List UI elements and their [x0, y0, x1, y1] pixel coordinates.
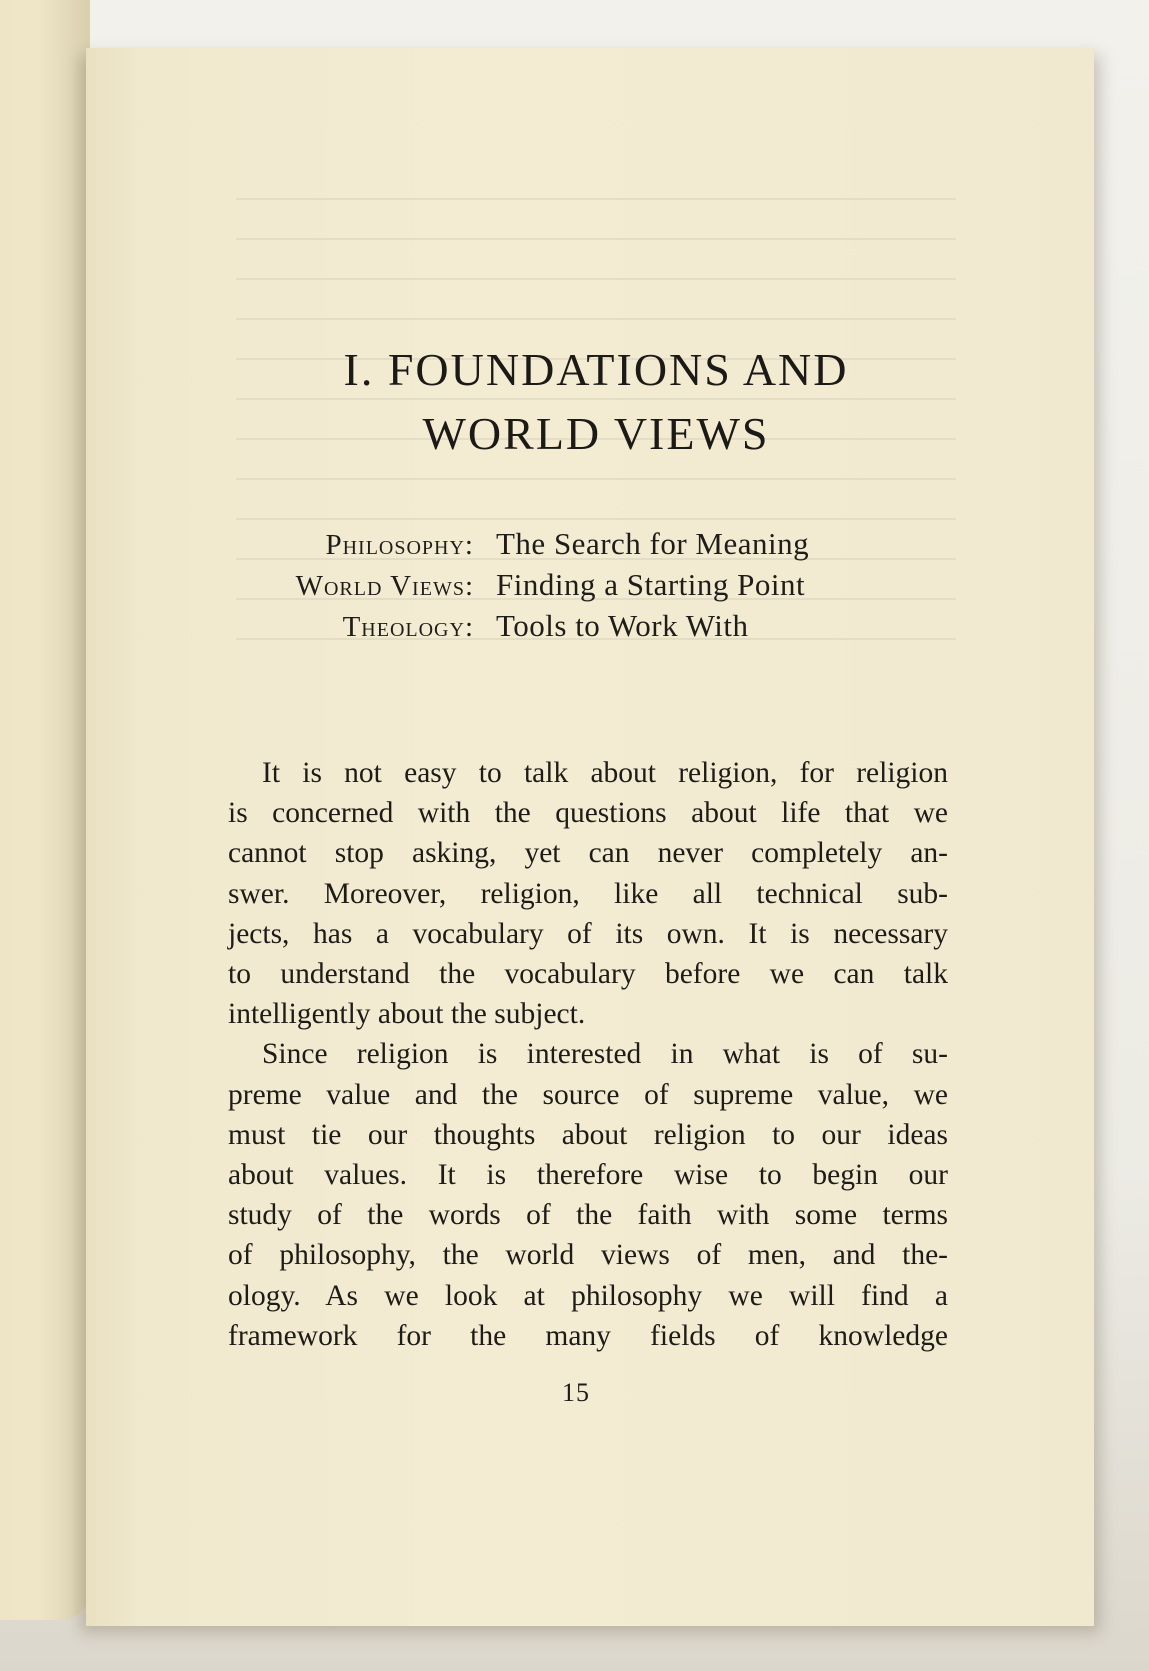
text-line: must tie our thoughts about religion to our ideas — [228, 1118, 948, 1151]
book-page — [86, 48, 1094, 1626]
chapter-topics — [166, 526, 1066, 649]
text-line: preme value and the source of supreme value, we — [228, 1078, 948, 1111]
text-line: swer. Moreover, religion, like all technical sub- — [228, 877, 948, 910]
topic-text: Tools to Work With — [496, 608, 749, 643]
text-line: intelligently about the subject. — [228, 998, 586, 1031]
text-line: about values. It is therefore wise to begin our — [228, 1159, 948, 1192]
text-line: to understand the vocabulary before we can talk — [228, 958, 948, 991]
topic-label: Philosophy: — [325, 529, 474, 561]
text-line: cannot stop asking, yet can never completely an- — [228, 837, 948, 870]
text-line: framework for the many fields of knowledge — [228, 1319, 948, 1352]
text-line: jects, has a vocabulary of its own. It is necessary — [228, 917, 948, 950]
topic-row — [166, 608, 1066, 649]
chapter-title-line-2: WORLD VIEWS — [422, 408, 770, 459]
topic-row — [166, 567, 1066, 608]
paragraph-2 — [228, 1034, 948, 1356]
paragraph-1 — [228, 753, 948, 1034]
facing-page-edge — [0, 0, 90, 1620]
topic-label: World Views: — [295, 570, 474, 602]
text-line: is concerned with the questions about life that we — [228, 797, 948, 830]
text-line: of philosophy, the world views of men, and the- — [228, 1239, 948, 1272]
text-line: It is not easy to talk about religion, for religion — [262, 757, 948, 789]
body-text — [228, 753, 948, 1356]
topic-row — [166, 526, 1066, 567]
page-number: 15 — [562, 1378, 590, 1407]
text-line: study of the words of the faith with some terms — [228, 1199, 948, 1232]
chapter-title-line-1: I. FOUNDATIONS AND — [343, 344, 849, 395]
text-line: Since religion is interested in what is of su- — [262, 1038, 948, 1071]
topic-text: The Search for Meaning — [496, 526, 810, 561]
topic-text: Finding a Starting Point — [496, 567, 806, 602]
chapter-title — [216, 338, 976, 466]
text-line: ology. As we look at philosophy we will find a — [228, 1279, 948, 1312]
topic-label: Theology: — [342, 611, 474, 643]
